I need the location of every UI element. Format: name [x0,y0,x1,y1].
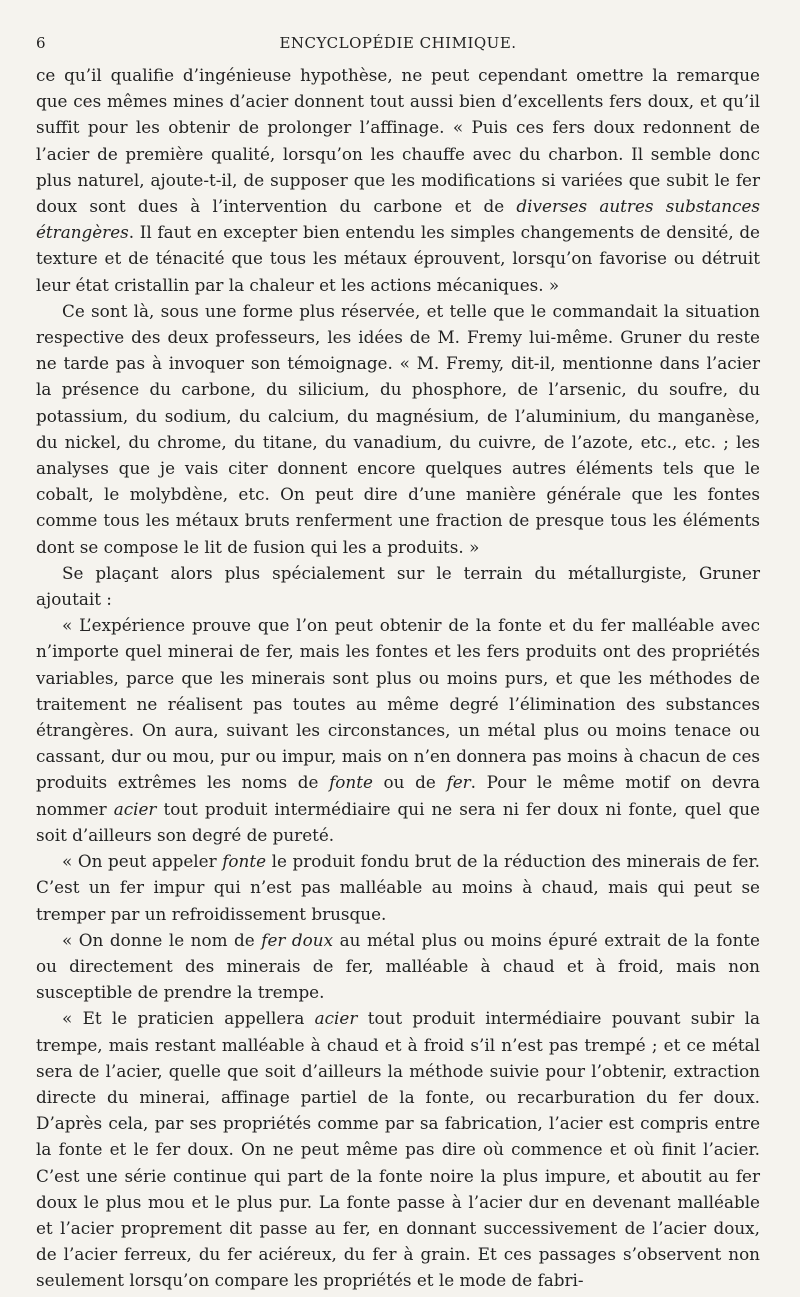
text-run: « On peut appeler [62,851,223,872]
paragraph [36,1005,760,1293]
running-head [36,34,760,62]
text-run: ou de [372,772,447,793]
body-text [36,62,760,1294]
text-run: « Et le praticien appellera [62,1008,315,1029]
text-run: au métal plus ou moins épuré extrait de la fonte ou directement des minerais de fer, malléable à chaud et à froid, mais non susceptible de prendre la trempe. [36,929,760,1003]
text-run: « On donne le nom de [62,929,262,950]
running-title: ENCYCLOPÉDIE CHIMIQUE. [279,34,517,52]
paragraph [36,298,760,560]
paragraph [36,927,760,1006]
text-run: le produit fondu brut de la réduction des minerais de fer. C’est un fer impur qui n’est pas malléable au moins à chaud, mais qui peut se tremper par un refroidissement brusque. [36,851,760,924]
paragraph [36,612,760,848]
italic-text: diverses autres substances étrangères [36,196,761,243]
italic-text: acier [314,1008,358,1029]
text-run: . Il faut en excepter bien entendu les simples changements de densité, de texture et de ténacité que tous les métaux éprouvent, lorsqu’on favorise ou détruit leur état cristallin par la chaleur et les actions mécaniques. » [36,222,760,295]
text-run: ce qu’il qualifie d’ingénieuse hypothèse, ne peut cependant omettre la remarque que ces mêmes mines d’acier donnent tout aussi bien d’excellents fers doux, et qu’il suffit pour les obtenir de prolonger l’affinage. « Puis ces fers doux redonnent de l’acier de première qualité, lorsqu’on les chauffe avec du charbon. Il semble donc plus naturel, ajoute-t-il, de supposer que les modifications si variées que subit le fer doux sont dues à l’intervention du carbone et de [36,65,760,217]
italic-text: fer [446,772,471,793]
italic-text: acier [113,798,157,819]
text-run: tout produit intermédiaire qui ne sera ni fer doux ni fonte, quel que soit d’ailleurs son degré de pureté. [36,798,760,845]
page-number: 6 [36,34,47,52]
paragraph [36,62,760,298]
italic-text: fonte [329,772,373,793]
text-run: « L’expérience prouve que l’on peut obtenir de la fonte et du fer malléable avec n’importe quel minerai de fer, mais les fontes et les fers produits ont des propriétés variables, parce que les minerais sont plus ou moins purs, et que les méthodes de traitement ne réalisent pas toutes au même degré l’élimination des substances étrangères. On aura, suivant les circonstances, un métal plus ou moins tenace ou cassant, dur ou mou, pur ou impur, mais on n’en donnera pas moins à chacun de ces produits extrêmes les noms de [36,615,760,793]
paragraph [36,560,760,612]
text-run: tout produit intermédiaire pouvant subir la trempe, mais restant malléable à chaud et à froid s’il n’est pas trempé ; et ce métal sera de l’acier, quelle que soit d’ailleurs la méthode suivie pour l’obtenir, extraction directe du minerai, affinage partiel de la fonte, ou recarburation du fer doux. D’après cela, par ses propriétés comme par sa fabrication, l’acier est compris entre la fonte et le fer doux. On ne peut même pas dire où commence et où finit l’acier. C’est une série continue qui part de la fonte noire la plus impure, et aboutit au fer doux le plus mou et le plus pur. La fonte passe à l’acier dur en devenant malléable et l’acier proprement dit passe au fer, en donnant successivement de l’acier doux, de l’acier ferreux, du fer aciéreux, du fer à grain. Et ces passages s’observent non seulement lorsqu’on compare les propriétés et le mode de fabri- [36,1008,760,1291]
italic-text: fer doux [261,929,334,950]
text-run: Se plaçant alors plus spécialement sur le terrain du métallurgiste, Gruner ajoutait : [36,562,760,610]
paragraph [36,848,760,927]
italic-text: fonte [222,851,266,872]
text-run: . Pour le même motif on devra nommer [36,772,760,819]
text-run: Ce sont là, sous une forme plus réservée, et telle que le commandait la situation respective des deux professeurs, les idées de M. Fremy lui-même. Gruner du reste ne tarde pas à invoquer son témoignage. « M. Fremy, dit-il, mentionne dans l’acier la présence du carbone, du silicium, du phosphore, de l’arsenic, du soufre, du potassium, du sodium, du calcium, du magnésium, de l’aluminium, du manganèse, du nickel, du chrome, du titane, du vanadium, du cuivre, de l’azote, etc., etc. ; les analyses que je vais citer donnent encore quelques autres éléments tels que le cobalt, le molybdène, etc. On peut dire d’une manière générale que les fontes comme tous les métaux bruts renferment une fraction de presque tous les éléments dont se compose le lit de fusion qui les a produits. » [36,300,760,557]
